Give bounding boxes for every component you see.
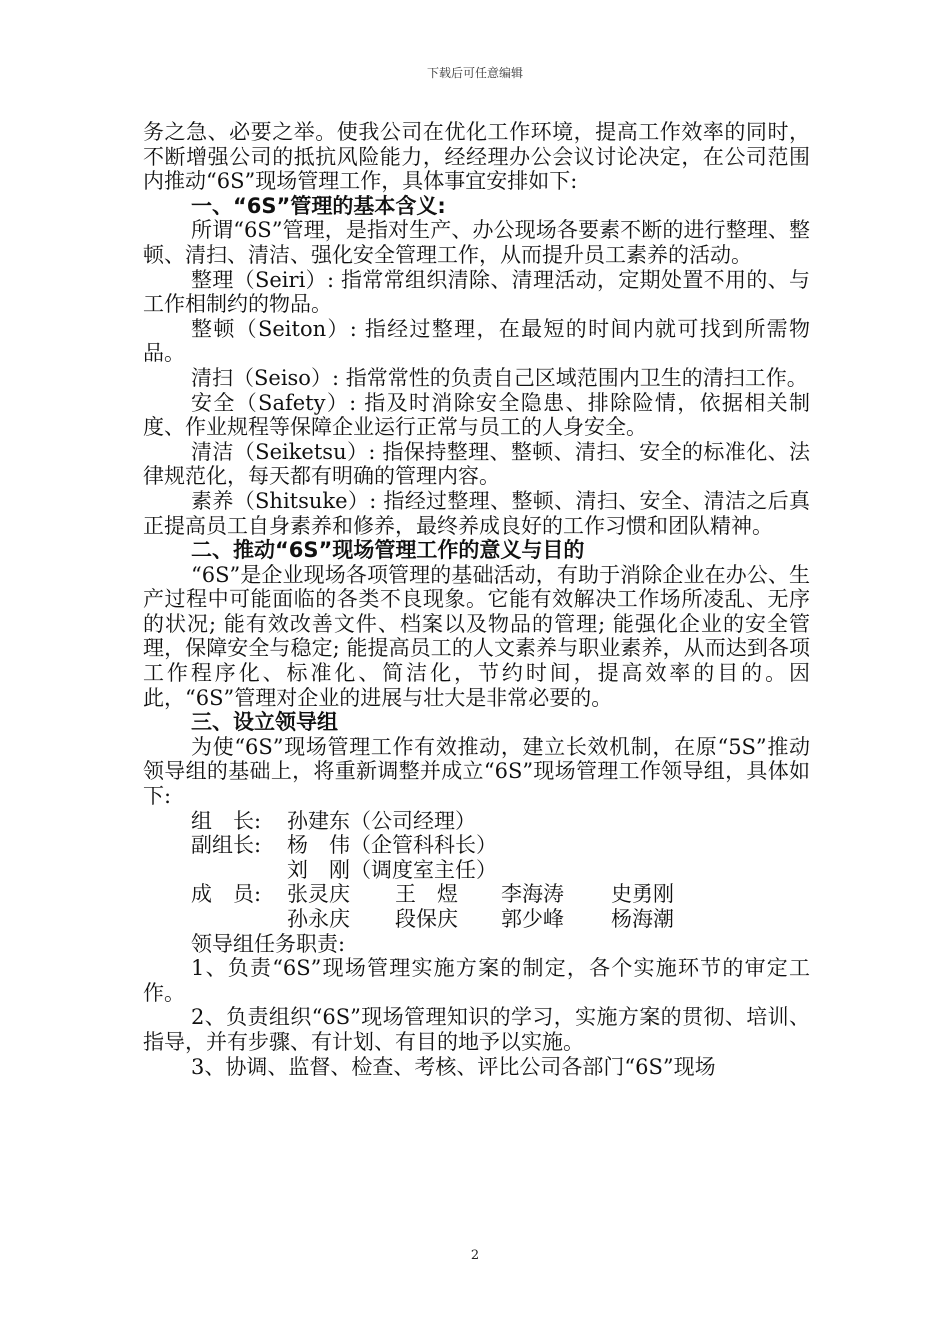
deputy-name-2: 刘 刚（调度室主任） [287, 857, 497, 882]
paragraph-seiso: 清扫（Seiso）: 指常常性的负责自己区域范围内卫生的清扫工作。 [191, 365, 808, 390]
heading-section-1: 一、“6S”管理的基本含义: [191, 193, 446, 218]
leader-label: 组 长: [191, 808, 262, 833]
member-name: 段保庆 [395, 907, 458, 931]
heading-section-3: 三、设立领导组 [191, 710, 338, 735]
roster-deputy-row-2 [143, 858, 810, 883]
roster-members-row-1 [143, 882, 810, 907]
roster-members-row-2 [143, 907, 810, 932]
leader-name: 孙建东（公司经理） [287, 808, 476, 833]
member-name: 史勇刚 [611, 882, 674, 907]
paragraph-shitsuke: 素养（Shitsuke）: 指经过整理、整顿、清扫、安全、清洁之后真正提高员工自身素养和修养，最终养成良好的工作习惯和团队精神。 [143, 488, 810, 538]
heading-section-2: 二、推动“6S”现场管理工作的意义与目的 [191, 538, 585, 563]
paragraph-significance: “6S”是企业现场各项管理的基础活动，有助于消除企业在办公、生产过程中可能面临的各类不良现象。它能有效解决工作场所凌乱、无序的状况; 能有效改善文件、档案以及物品的管理; 能强化企业的安全管理，保障安全与稳定; 能提高员工的人文素养与职业素养，从而达到各项工作程序化、标准化、简洁化，节约时间，提高效率的目的。因此，“6S”管理对企业的进展与壮大是非常必要的。 [143, 562, 810, 710]
deputy-label: 副组长: [191, 833, 262, 858]
paragraph-duties-title: 领导组任务职责: [191, 931, 346, 956]
member-name: 杨海潮 [611, 907, 674, 931]
member-name: 张灵庆 [287, 882, 350, 907]
members-label: 成 员: [191, 882, 262, 907]
member-name: 孙永庆 [287, 907, 350, 931]
deputy-name-1: 杨 伟（企管科科长） [287, 833, 497, 858]
member-name: 郭少峰 [501, 907, 564, 931]
member-name: 李海涛 [501, 882, 564, 907]
paragraph-duty-2: 2、负责组织“6S”现场管理知识的学习，实施方案的贯彻、培训、指导，并有步骤、有计划、有目的地予以实施。 [143, 1005, 810, 1054]
paragraph-leadership: 为使“6S”现场管理工作有效推动，建立长效机制，在原“5S”推动领导组的基础上，将重新调整并成立“6S”现场管理工作领导组，具体如下: [143, 734, 810, 809]
page-number: 2 [470, 1248, 480, 1263]
paragraph-seiri: 整理（Seiri）: 指常常组织清除、清理活动，定期处置不用的、与工作相制约的物品。 [143, 267, 810, 317]
paragraph-seiton: 整顿（Seiton）: 指经过整理，在最短的时间内就可找到所需物品。 [143, 316, 810, 366]
roster-leader-row [143, 809, 810, 834]
member-name: 王 煜 [395, 882, 458, 907]
paragraph-duty-3: 3、协调、监督、检查、考核、评比公司各部门“6S”现场 [191, 1054, 716, 1079]
document-body [143, 120, 810, 1079]
page-header: 下载后可任意编辑 [426, 66, 523, 80]
paragraph-safety: 安全（Safety）: 指及时消除安全隐患、排除险情，依据相关制度、作业规程等保障企业运行正常与员工的人身安全。 [143, 390, 810, 440]
paragraph-definition: 所谓“6S”管理，是指对生产、办公现场各要素不断的进行整理、整顿、清扫、清洁、强化安全管理工作，从而提升员工素养的活动。 [143, 218, 810, 267]
paragraph-duty-1: 1、负责“6S”现场管理实施方案的制定，各个实施环节的审定工作。 [143, 956, 810, 1005]
paragraph-seiketsu: 清洁（Seiketsu）: 指保持整理、整顿、清扫、安全的标准化、法律规范化，每天都有明确的管理内容。 [143, 439, 810, 489]
roster-deputy-row [143, 833, 810, 858]
paragraph-intro: 务之急、必要之举。使我公司在优化工作环境，提高工作效率的同时，不断增强公司的抵抗风险能力，经经理办公会议讨论决定，在公司范围内推动“6S”现场管理工作，具体事宜安排如下: [143, 120, 810, 194]
